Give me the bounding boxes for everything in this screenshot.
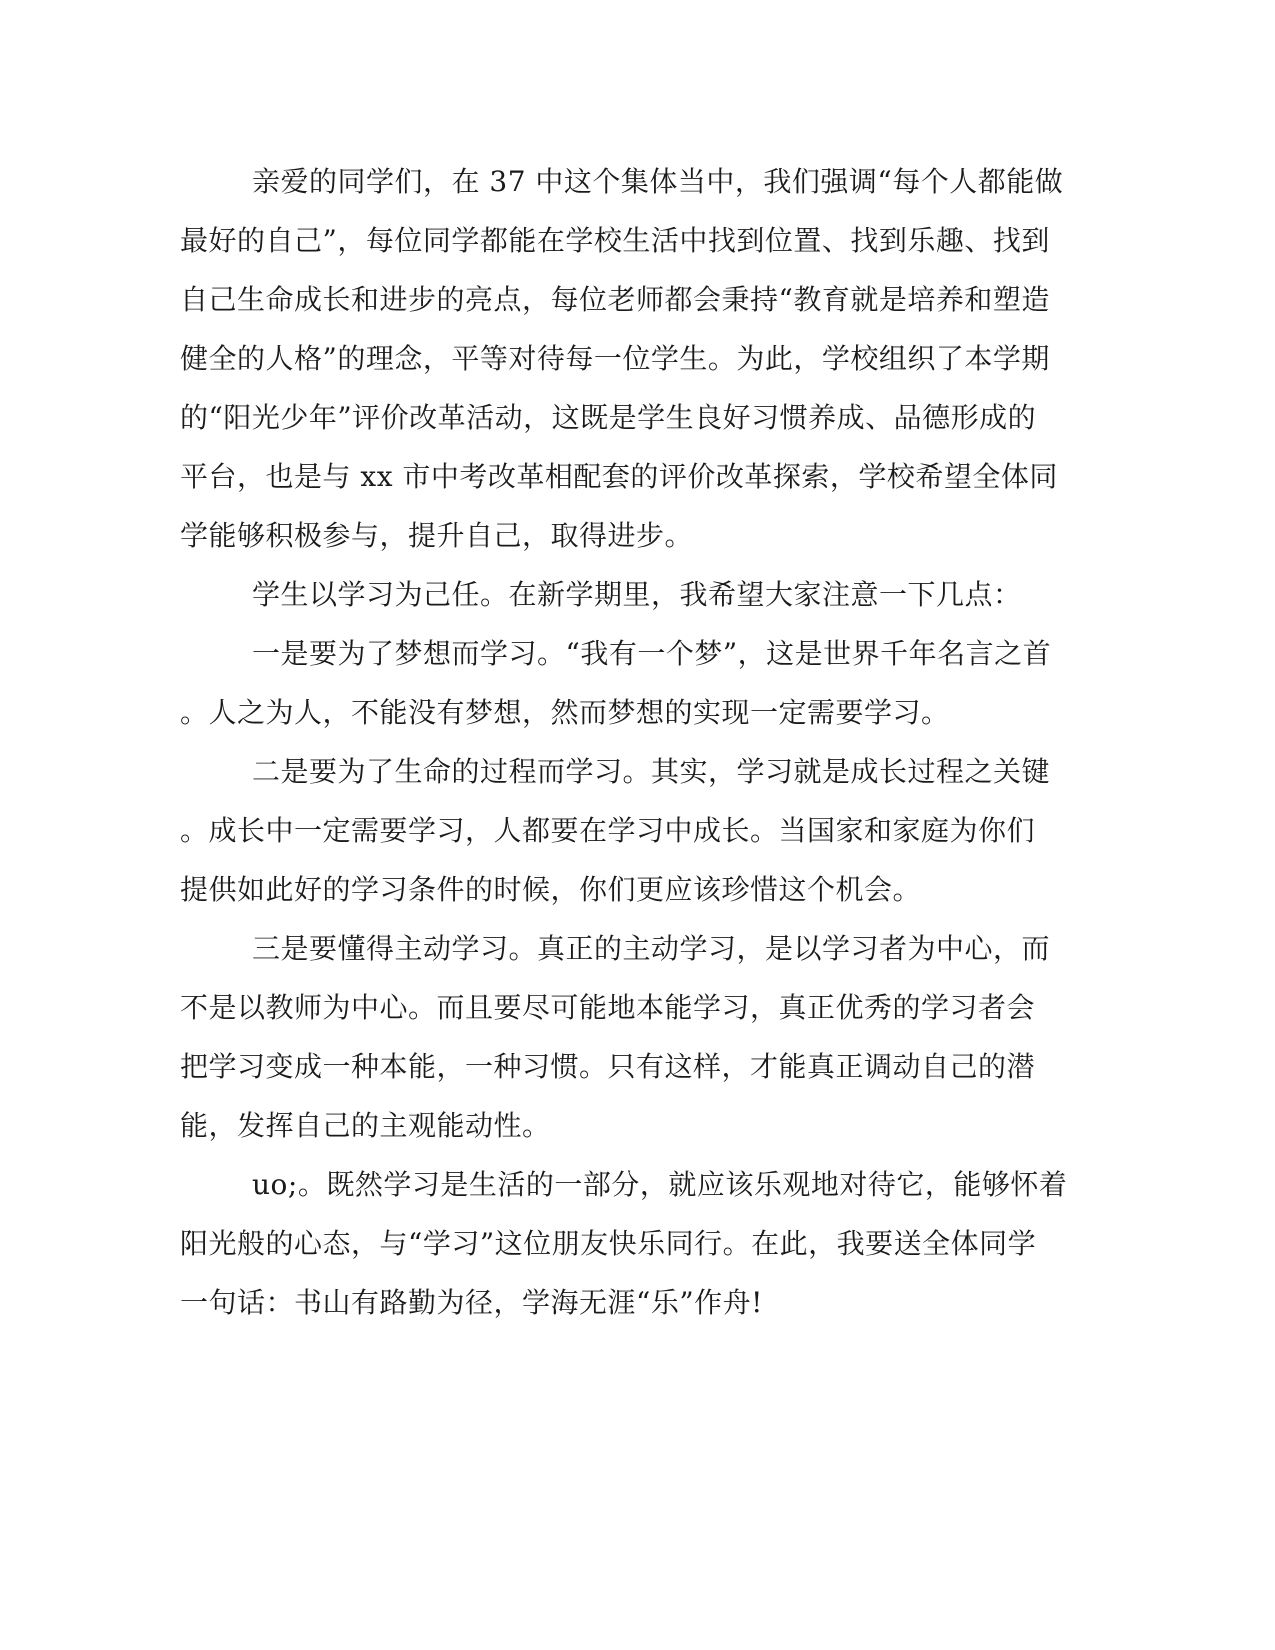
text-line: 三是要懂得主动学习。真正的主动学习，是以学习者为中心，而 xyxy=(252,932,1051,965)
text-line: 能，发挥自己的主观能动性。 xyxy=(180,1109,551,1142)
text-line: 提供如此好的学习条件的时候，你们更应该珍惜这个机会。 xyxy=(180,873,922,906)
text-line: uo;。既然学习是生活的一部分，就应该乐观地对待它，能够怀着 xyxy=(252,1168,1068,1201)
text-line: 平台，也是与 xx 市中考改革相配套的评价改革探索，学校希望全体同 xyxy=(180,460,1058,493)
text-line: 最好的自己”，每位同学都能在学校生活中找到位置、找到乐趣、找到 xyxy=(180,224,1050,257)
text-line: 亲爱的同学们，在 37 中这个集体当中，我们强调“每个人都能做 xyxy=(252,165,1064,198)
text-line: 不是以教师为中心。而且要尽可能地本能学习，真正优秀的学习者会 xyxy=(180,991,1036,1024)
text-line: 。成长中一定需要学习，人都要在学习中成长。当国家和家庭为你们 xyxy=(180,814,1036,847)
text-line: 阳光般的心态，与“学习”这位朋友快乐同行。在此，我要送全体同学 xyxy=(180,1227,1037,1260)
text-line: 一句话：书山有路勤为径，学海无涯“乐”作舟! xyxy=(180,1286,763,1319)
text-line: 二是要为了生命的过程而学习。其实，学习就是成长过程之关键 xyxy=(252,755,1051,788)
text-line: 一是要为了梦想而学习。“我有一个梦”，这是世界千年名言之首 xyxy=(252,637,1052,670)
text-line: 学能够积极参与，提升自己，取得进步。 xyxy=(180,519,694,552)
text-line: 。人之为人，不能没有梦想，然而梦想的实现一定需要学习。 xyxy=(180,696,950,729)
text-line: 把学习变成一种本能，一种习惯。只有这样，才能真正调动自己的潜 xyxy=(180,1050,1036,1083)
text-line: 自己生命成长和进步的亮点，每位老师都会秉持“教育就是培养和塑造 xyxy=(180,283,1050,316)
text-line: 的“阳光少年”评价改革活动，这既是学生良好习惯养成、品德形成的 xyxy=(180,401,1037,434)
text-line: 健全的人格”的理念，平等对待每一位学生。为此，学校组织了本学期 xyxy=(180,342,1050,375)
text-line: 学生以学习为己任。在新学期里，我希望大家注意一下几点： xyxy=(252,578,1022,611)
